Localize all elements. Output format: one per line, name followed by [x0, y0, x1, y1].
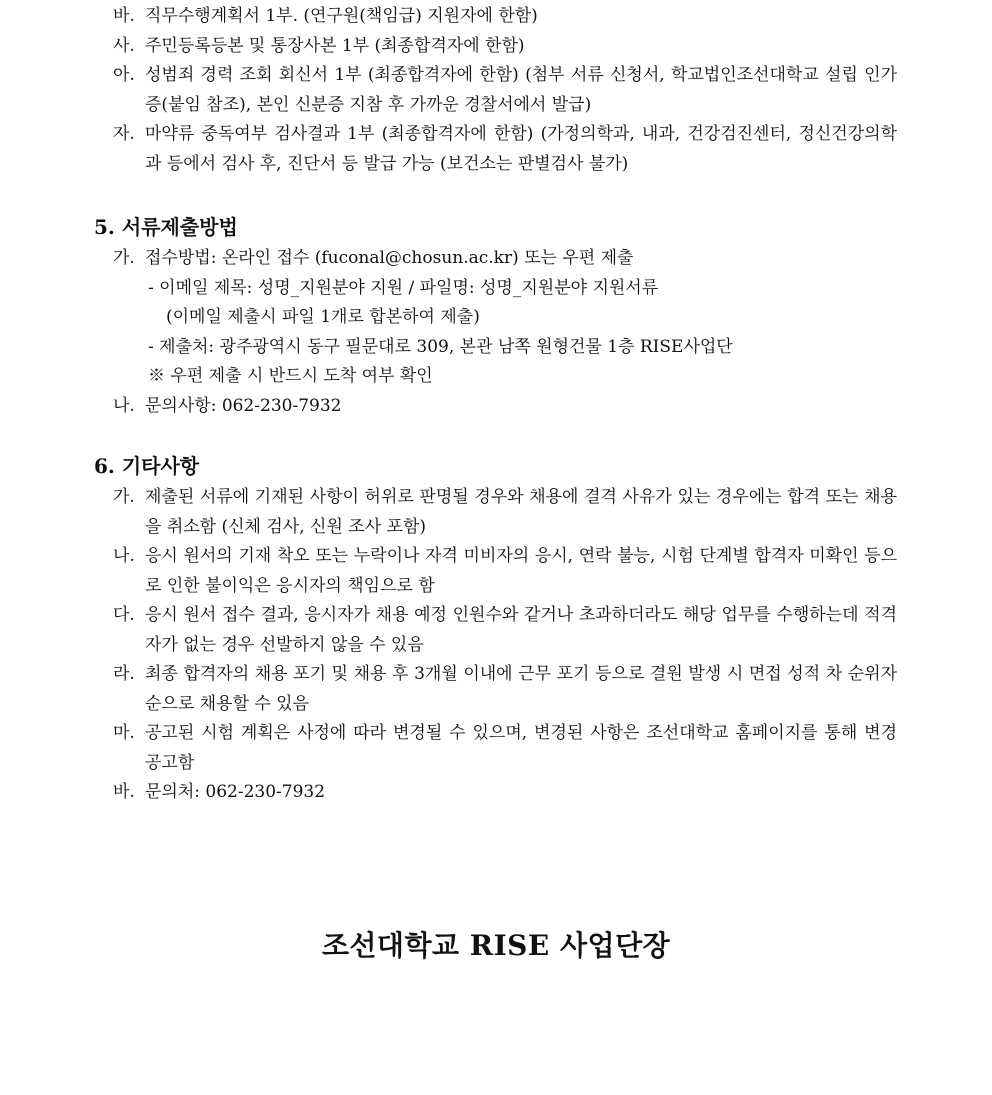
item-marker: 가.: [113, 248, 135, 268]
item-marker: 바.: [113, 6, 135, 26]
item-text: 제출된 서류에 기재된 사항이 허위로 판명될 경우와 채용에 결격 사유가 있는 경우에는 합격 또는 채용을 취소함 (신체 검사, 신원 조사 포함): [145, 487, 897, 537]
list-item: [113, 392, 897, 422]
item-marker: 가.: [113, 487, 135, 507]
list-item: [113, 601, 897, 660]
item-marker: 바.: [113, 782, 135, 802]
item-text: 문의처: 062-230-7932: [145, 782, 326, 802]
list-item: [113, 778, 897, 808]
item-text: 응시 원서의 기재 착오 또는 누락이나 자격 미비자의 응시, 연락 불능, 시험 단계별 합격자 미확인 등으로 인한 불이익은 응시자의 책임으로 함: [145, 546, 897, 596]
list-item: [113, 32, 897, 62]
email-note: (이메일 제출시 파일 1개로 합본하여 제출): [166, 307, 480, 327]
item-text: 응시 원서 접수 결과, 응시자가 채용 예정 인원수와 같거나 초과하더라도 해당 업무를 수행하는데 적격자가 없는 경우 선발하지 않을 수 있음: [145, 605, 897, 655]
issuer-signature: 조선대학교 RISE 사업단장: [321, 929, 671, 962]
item-marker: 다.: [113, 605, 135, 625]
list-item: [113, 660, 897, 719]
item-text: 주민등록등본 및 통장사본 1부 (최종합격자에 한함): [145, 35, 525, 56]
item-marker: 마.: [113, 723, 135, 743]
item-marker: 나.: [113, 546, 135, 566]
item-text: 직무수행계획서 1부. (연구원(책임급) 지원자에 한함): [145, 6, 538, 26]
list-item: [113, 483, 897, 542]
item-text: 성범죄 경력 조회 회신서 1부 (최종합격자에 한함) (첨부 서류 신청서, 학교법인조선대학교 설립 인가증(붙임 참조), 본인 신분증 지참 후 가까운 경찰서에서 발급): [145, 65, 897, 115]
email-subject-line: - 이메일 제목: 성명_지원분야 지원 / 파일명: 성명_지원분야 지원서류: [148, 277, 659, 298]
item-text: 접수방법: 온라인 접수 (fuconal@chosun.ac.kr) 또는 우편 제출: [145, 248, 634, 268]
list-item: [113, 244, 897, 274]
list-item: [113, 542, 897, 601]
item-marker: 자.: [113, 124, 135, 144]
item-text: 최종 합격자의 채용 포기 및 채용 후 3개월 이내에 근무 포기 등으로 결원 발생 시 면접 성적 차 순위자 순으로 채용할 수 있음: [145, 664, 897, 714]
item-marker: 아.: [113, 65, 135, 85]
other-matters-section: [0, 451, 897, 808]
section-title: 6. 기타사항: [94, 454, 200, 478]
item-text: 문의사항: 062-230-7932: [145, 395, 342, 416]
item-marker: 라.: [113, 664, 135, 684]
item-marker: 나.: [113, 395, 135, 416]
section-title: 5. 서류제출방법: [94, 215, 238, 239]
list-item: [113, 719, 897, 778]
submission-destination: - 제출처: 광주광역시 동구 필문대로 309, 본관 남쪽 원형건물 1층 RISE사업단: [148, 336, 733, 357]
list-item: [113, 2, 897, 32]
item-marker: 사.: [113, 35, 135, 56]
item-text: 공고된 시험 계획은 사정에 따라 변경될 수 있으며, 변경된 사항은 조선대학교 홈페이지를 통해 변경 공고함: [145, 723, 897, 773]
item-text: 마약류 중독여부 검사결과 1부 (최종합격자에 한함) (가정의학과, 내과, 건강검진센터, 정신건강의학과 등에서 검사 후, 진단서 등 발급 가능 (보건소는 판별검사 불가): [145, 124, 897, 174]
list-item: [113, 120, 897, 179]
submission-method-section: [0, 212, 908, 421]
list-item: [113, 61, 897, 120]
required-documents-list: [0, 2, 897, 179]
mail-note: ※ 우편 제출 시 반드시 도착 여부 확인: [148, 366, 433, 386]
